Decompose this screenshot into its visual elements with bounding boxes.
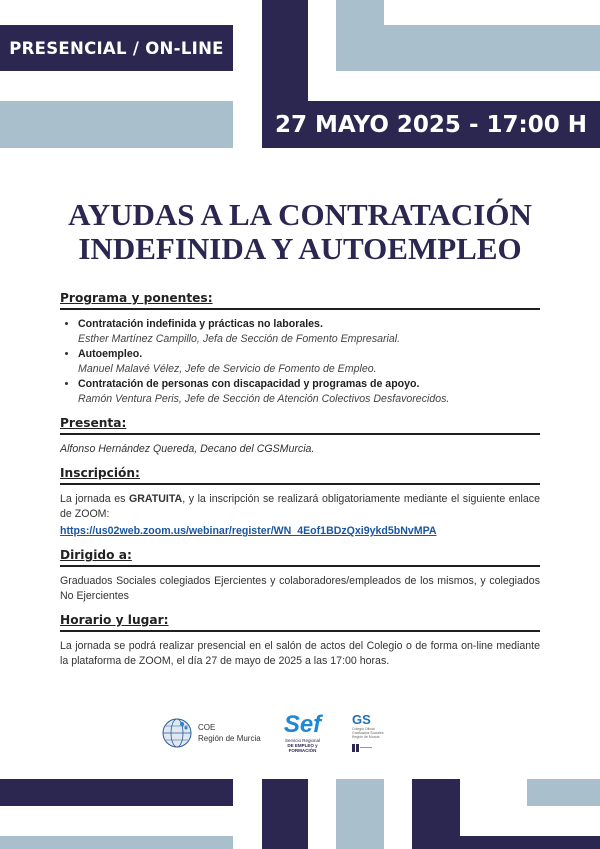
program-item-speaker: Esther Martínez Campillo, Jefa de Sección de Fomento Empresarial.	[78, 333, 401, 345]
section-heading-inscripcion: Inscripción:	[60, 466, 540, 485]
deco-block	[336, 0, 384, 25]
content-body	[60, 291, 540, 678]
presenter-text: Alfonso Hernández Quereda, Decano del CGSMurcia.	[60, 443, 315, 455]
free-label: GRATUITA	[129, 493, 183, 505]
coe-name: COE	[198, 723, 216, 732]
deco-block	[0, 0, 233, 25]
murcia-emblem-icon	[352, 744, 372, 752]
inscription-text: La jornada es GRATUITA, y la inscripción se realizará obligatoriamente mediante el siguiente enlace de ZOOM:	[60, 493, 540, 520]
schedule-text: La jornada se podrá realizar presencial en el salón de actos del Colegio o de forma on-line mediante la plataforma de ZOOM, el día 27 de mayo de 2025 a las 17:00 horas.	[60, 640, 540, 667]
program-item-title: Contratación indefinida y prácticas no laborales.	[78, 318, 323, 330]
zoom-registration-link[interactable]: https://us02web.zoom.us/webinar/register/WN_4Eof1BDzQxi9ykd5bNvMPA	[60, 525, 437, 537]
title-line-2: INDEFINIDA Y AUTOEMPLEO	[78, 231, 522, 266]
section-heading-horario: Horario y lugar:	[60, 613, 540, 632]
deco-block	[262, 779, 308, 849]
deco-block	[262, 0, 308, 101]
section-heading-presenta: Presenta:	[60, 416, 540, 435]
gs-wordmark: GS	[352, 712, 371, 727]
deco-block	[336, 25, 600, 71]
deco-block	[0, 779, 233, 806]
sef-logo: Sef Servicio Regional DE EMPLEO y FORMACIÓN	[275, 712, 330, 753]
globe-icon	[160, 716, 194, 750]
sef-wordmark: Sef	[283, 711, 322, 738]
deco-block	[527, 779, 600, 806]
deco-block	[336, 779, 384, 849]
program-list	[60, 317, 540, 407]
mode-badge: PRESENCIAL / ON-LINE	[0, 25, 233, 71]
coe-logo	[160, 716, 261, 750]
deco-block	[0, 836, 233, 849]
list-item	[78, 377, 540, 407]
title-line-1: AYUDAS A LA CONTRATACIÓN	[68, 197, 532, 232]
list-item	[78, 347, 540, 377]
deco-block	[0, 101, 233, 148]
coe-region: Región de Murcia	[198, 734, 261, 743]
gs-logo: GS Colegio Oficial Graduados Sociales Región de Murcia	[352, 712, 402, 757]
sponsor-logos	[160, 712, 460, 757]
list-item	[78, 317, 540, 347]
program-item-title: Autoempleo.	[78, 348, 143, 360]
section-heading-dirigido: Dirigido a:	[60, 548, 540, 567]
section-heading-programa: Programa y ponentes:	[60, 291, 540, 310]
program-item-speaker: Manuel Malavé Vélez, Jefe de Servicio de Fomento de Empleo.	[78, 363, 377, 375]
audience-text: Graduados Sociales colegiados Ejercientes y colaboradores/empleados de los mismos, y colegiados No Ejercientes	[60, 575, 540, 602]
program-item-speaker: Ramón Ventura Peris, Jefe de Sección de Atención Colectivos Desfavorecidos.	[78, 393, 450, 405]
date-time-banner: 27 MAYO 2025 - 17:00 H	[262, 101, 600, 148]
deco-block	[460, 836, 600, 849]
deco-block	[412, 779, 460, 849]
page-title	[0, 198, 600, 266]
program-item-title: Contratación de personas con discapacidad y programas de apoyo.	[78, 378, 420, 390]
